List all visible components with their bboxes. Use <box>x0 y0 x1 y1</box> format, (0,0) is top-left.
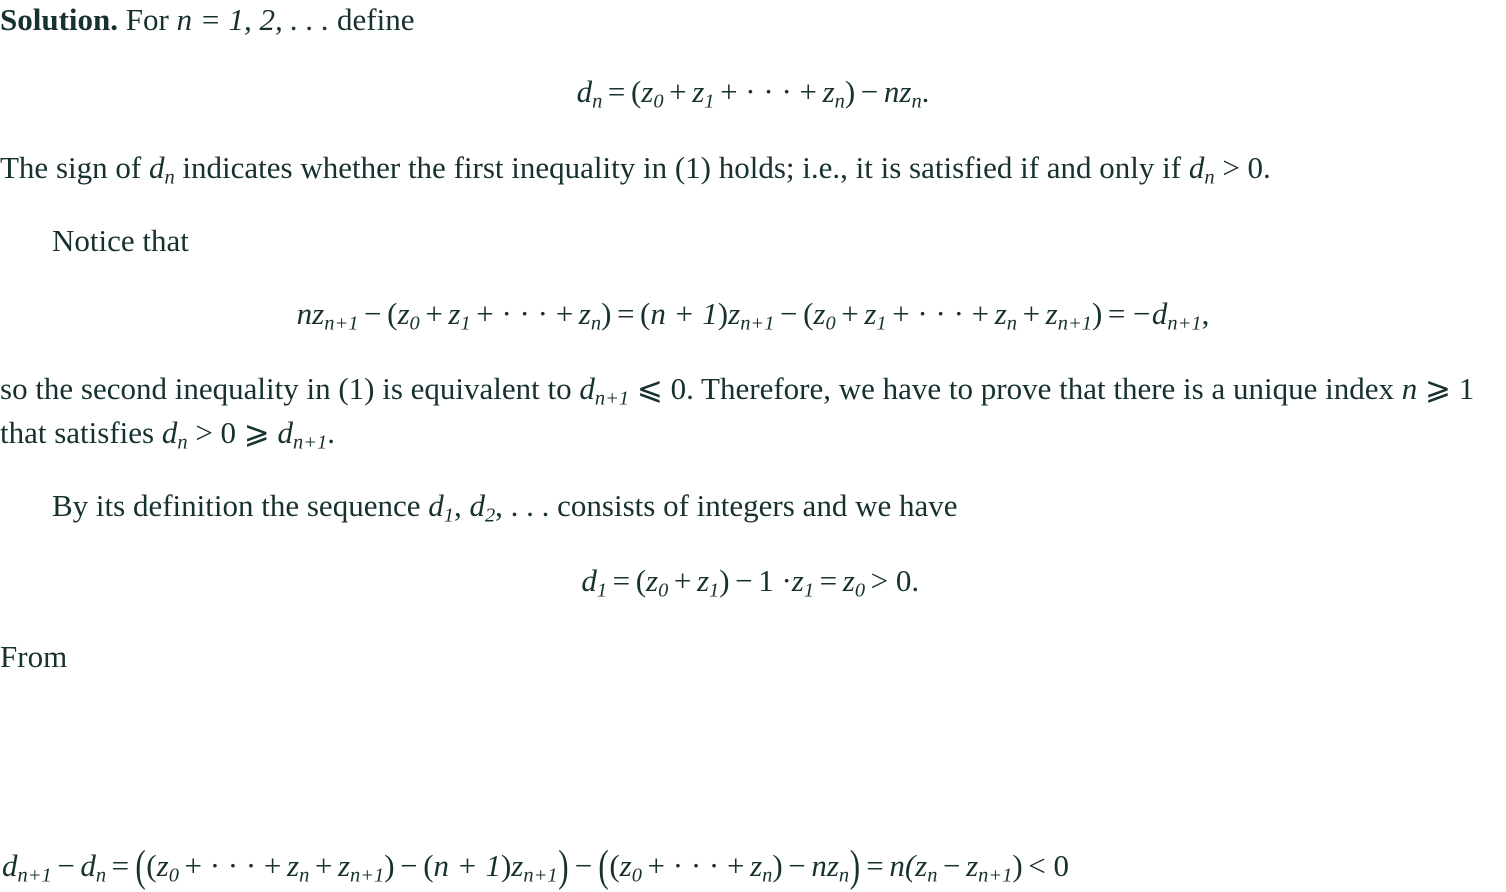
paragraph-second-inequality <box>0 369 1506 456</box>
eq1-z0-sub: 0 <box>653 91 664 114</box>
eq2-z0b-sub: 0 <box>825 312 836 335</box>
eq3-z0-sub: 0 <box>658 579 669 602</box>
eq2-znb: z <box>994 295 1007 331</box>
display-equation-4 <box>0 840 1506 891</box>
p1-text-c: > 0. <box>1214 150 1271 186</box>
eq4-equals-2: = <box>866 848 884 884</box>
p4-d2: d <box>469 487 485 523</box>
eq3-z1: z <box>696 563 710 599</box>
p4-comma: , <box>453 487 470 523</box>
eq2-n-plus-1: n + 1 <box>650 295 718 331</box>
p4-d1: d <box>428 487 444 523</box>
intro-math: n = 1, 2, . . . <box>176 2 330 37</box>
solution-label: Solution. <box>0 2 119 37</box>
eq4-zn: z <box>287 848 300 884</box>
p3-dn: d <box>161 414 178 450</box>
eq4-close-3: ) <box>772 848 783 884</box>
eq4-zn-sub: n <box>299 865 310 887</box>
eq4-dots-2: + · · · + <box>647 848 745 884</box>
p3-text-a: so the second inequality in (1) is equivalent to <box>0 371 580 407</box>
spacer-3 <box>0 191 1506 221</box>
p3-text-b: ⩽ 0. Therefore, we have to prove that there is a unique index <box>629 371 1402 407</box>
p3-dn-sub: n <box>177 431 188 454</box>
eq1-nzn: nz <box>883 74 912 110</box>
eq4-equals-1: = <box>111 848 130 884</box>
eq2-dots-1: + · · · + <box>476 295 574 331</box>
eq1-z1-sub: 1 <box>704 91 715 114</box>
p2-text: Notice that <box>52 223 189 259</box>
eq4-znp1-sub: n+1 <box>350 865 385 887</box>
eq1-plus-1: + <box>669 74 687 110</box>
eq3-z1-sub: 1 <box>709 579 720 602</box>
paragraph-from <box>0 637 1506 677</box>
p4-d1-sub: 1 <box>443 504 454 527</box>
eq4-dnp1-sub: n+1 <box>17 865 52 887</box>
eq4-znp1c-sub: n+1 <box>978 865 1013 887</box>
spacer-8 <box>0 603 1506 637</box>
p1-dn-sub: n <box>164 166 175 189</box>
spacer-6 <box>0 456 1506 486</box>
eq1-z0: z <box>641 74 654 110</box>
eq2-minus-1: − <box>364 295 382 331</box>
spacer-2 <box>0 114 1506 148</box>
eq2-znb-sub: n <box>1006 312 1018 335</box>
display-equation-2 <box>0 296 1506 336</box>
eq4-dots-1: + · · · + <box>184 848 282 884</box>
p3-d: d <box>579 371 595 407</box>
eq3-z0b-sub: 0 <box>854 579 866 602</box>
eq2-z0b: z <box>813 295 826 331</box>
p3-text-c: ⩾ 1 that satisfies <box>0 371 1475 450</box>
paragraph-notice-that <box>0 221 1506 261</box>
eq3-z0: z <box>646 563 659 599</box>
p3-text-d: > 0 ⩾ <box>187 414 278 450</box>
eq1-zn-sub: n <box>834 91 845 114</box>
eq1-z1: z <box>692 74 705 110</box>
eq2-zn-sub: n <box>590 312 602 335</box>
paragraph-by-definition <box>0 486 1506 529</box>
p1-dn: d <box>148 150 165 186</box>
eq4-n-open: n( <box>889 848 916 884</box>
eq4-plus-1: + <box>314 848 333 884</box>
eq1-minus: − <box>860 74 879 110</box>
spacer-4 <box>0 262 1506 296</box>
eq4-z0-sub: 0 <box>168 865 179 887</box>
eq1-equals: = <box>607 74 626 110</box>
eq2-close-3: ) <box>1091 295 1103 331</box>
eq4-znc: z <box>915 848 928 884</box>
eq2-zn: z <box>578 295 591 331</box>
eq4-znp1b-sub: n+1 <box>523 865 558 887</box>
eq4-z0b-sub: 0 <box>631 865 642 887</box>
solution-intro-paragraph <box>0 0 1506 40</box>
eq4-znp1c: z <box>966 848 979 884</box>
eq4-minus-5: − <box>943 848 961 884</box>
intro-text-1: For <box>118 2 177 37</box>
eq2-znp1-sub: n+1 <box>740 312 775 335</box>
eq2-nz-sub: n+1 <box>324 312 359 335</box>
paragraph-sign-of-dn <box>0 148 1506 191</box>
eq2-equals-2: = <box>1107 295 1126 331</box>
eq4-big-close-1: ) <box>558 840 569 891</box>
eq4-n-close: ) <box>1012 848 1023 884</box>
p3-dn1-sub: n+1 <box>293 431 328 454</box>
eq2-z1: z <box>448 295 461 331</box>
eq4-big-open-1: ( <box>135 840 146 891</box>
eq1-open-paren: ( <box>630 74 642 110</box>
eq2-dots-2: + · · · + <box>892 295 990 331</box>
eq1-period: . <box>921 74 930 110</box>
eq4-open-3: ( <box>609 848 620 884</box>
p4-text-a: By its definition the sequence <box>52 487 429 523</box>
eq2-plus-1: + <box>425 295 443 331</box>
eq2-z0: z <box>397 295 410 331</box>
eq2-znp1: z <box>728 295 741 331</box>
eq4-big-close-2: ) <box>849 840 861 891</box>
eq4-dnp1: d <box>2 848 18 884</box>
eq3-d1-sub: 1 <box>596 579 608 602</box>
eq4-dn: d <box>80 848 96 884</box>
eq3-open: ( <box>635 563 647 599</box>
p3-text-e: . <box>327 414 336 450</box>
eq4-close-1: ) <box>384 848 395 884</box>
eq3-close: ) <box>719 563 730 599</box>
eq2-open-1: ( <box>387 295 398 331</box>
eq4-z0b: z <box>619 848 632 884</box>
eq3-gt: > 0. <box>870 563 920 599</box>
eq4-nzn-sub: n <box>838 865 850 887</box>
eq2-close-1: ) <box>601 295 612 331</box>
eq3-equals: = <box>612 563 631 599</box>
display-equation-3 <box>0 563 1506 603</box>
eq2-equals-1: = <box>616 295 635 331</box>
eq4-minus-3: − <box>574 848 593 884</box>
spacer-7 <box>0 529 1506 563</box>
spacer-5 <box>0 335 1506 369</box>
p3-n: n <box>1401 371 1418 407</box>
eq4-minus-2: − <box>400 848 418 884</box>
eq4-big-open-2: ( <box>598 840 609 891</box>
p1-text-a: The sign of <box>0 150 149 186</box>
eq4-znb: z <box>750 848 763 884</box>
eq2-open-3: ( <box>803 295 814 331</box>
eq1-plus-dots: + · · · + <box>720 74 818 110</box>
eq4-lt: < 0 <box>1028 848 1070 884</box>
eq3-minus: − <box>735 563 753 599</box>
eq4-minus-1: − <box>57 848 75 884</box>
eq4-znc-sub: n <box>927 865 938 887</box>
p3-dn1: d <box>277 414 294 450</box>
eq2-minus-d-sub: n+1 <box>1167 312 1202 335</box>
eq4-z0: z <box>156 848 169 884</box>
eq2-znp1b-sub: n+1 <box>1057 312 1092 335</box>
eq4-znb-sub: n <box>762 865 773 887</box>
eq3-z1b: z <box>791 563 804 599</box>
eq4-close-2: ) <box>500 848 512 884</box>
p4-dots: , . . . <box>495 487 550 523</box>
eq4-open-2: ( <box>423 848 434 884</box>
p4-d2-sub: 2 <box>484 504 496 527</box>
display-equation-1 <box>0 74 1506 114</box>
eq2-z0-sub: 0 <box>409 312 420 335</box>
eq4-minus-4: − <box>788 848 806 884</box>
eq1-lhs-sub: n <box>592 91 603 114</box>
eq4-open-1: ( <box>146 848 157 884</box>
spacer-1 <box>0 40 1506 74</box>
p3-d-sub: n+1 <box>594 388 630 411</box>
eq2-znp1b: z <box>1045 295 1058 331</box>
eq4-nzn: nz <box>811 848 839 884</box>
eq2-minus-d: −d <box>1130 295 1168 331</box>
eq2-close-2: ) <box>717 295 729 331</box>
p5-text: From <box>0 638 68 674</box>
p1-text-b: indicates whether the first inequality in (1) holds; i.e., it is satisfied if and only if <box>174 150 1189 186</box>
eq3-z1b-sub: 1 <box>803 579 815 602</box>
eq3-d1: d <box>581 563 597 599</box>
eq1-close-paren: ) <box>844 74 856 110</box>
eq2-z1-sub: 1 <box>460 312 471 335</box>
intro-text-2: define <box>329 2 415 37</box>
eq4-znp1b: z <box>511 848 524 884</box>
eq3-one: 1 · <box>758 563 792 599</box>
eq2-z1b-sub: 1 <box>876 312 887 335</box>
p4-text-b: consists of integers and we have <box>549 487 958 523</box>
eq4-znp1: z <box>337 848 351 884</box>
eq2-open-2: ( <box>640 295 651 331</box>
eq1-lhs: d <box>576 74 593 110</box>
eq3-equals-2: = <box>819 563 838 599</box>
eq2-plus-1b: + <box>841 295 859 331</box>
p1-dn2-sub: n <box>1204 166 1215 189</box>
eq4-dn-sub: n <box>95 865 107 887</box>
eq2-comma: , <box>1201 295 1210 331</box>
eq2-plus-2b: + <box>1022 295 1041 331</box>
eq2-minus-2: − <box>780 295 798 331</box>
eq2-nz: nz <box>296 295 325 331</box>
p1-dn2: d <box>1188 150 1205 186</box>
eq3-z0b: z <box>842 563 855 599</box>
eq3-plus: + <box>673 563 692 599</box>
eq1-nzn-sub: n <box>911 91 922 114</box>
eq2-z1b: z <box>864 295 877 331</box>
eq1-zn: z <box>822 74 835 110</box>
eq4-n-plus-1: n + 1 <box>433 848 501 884</box>
